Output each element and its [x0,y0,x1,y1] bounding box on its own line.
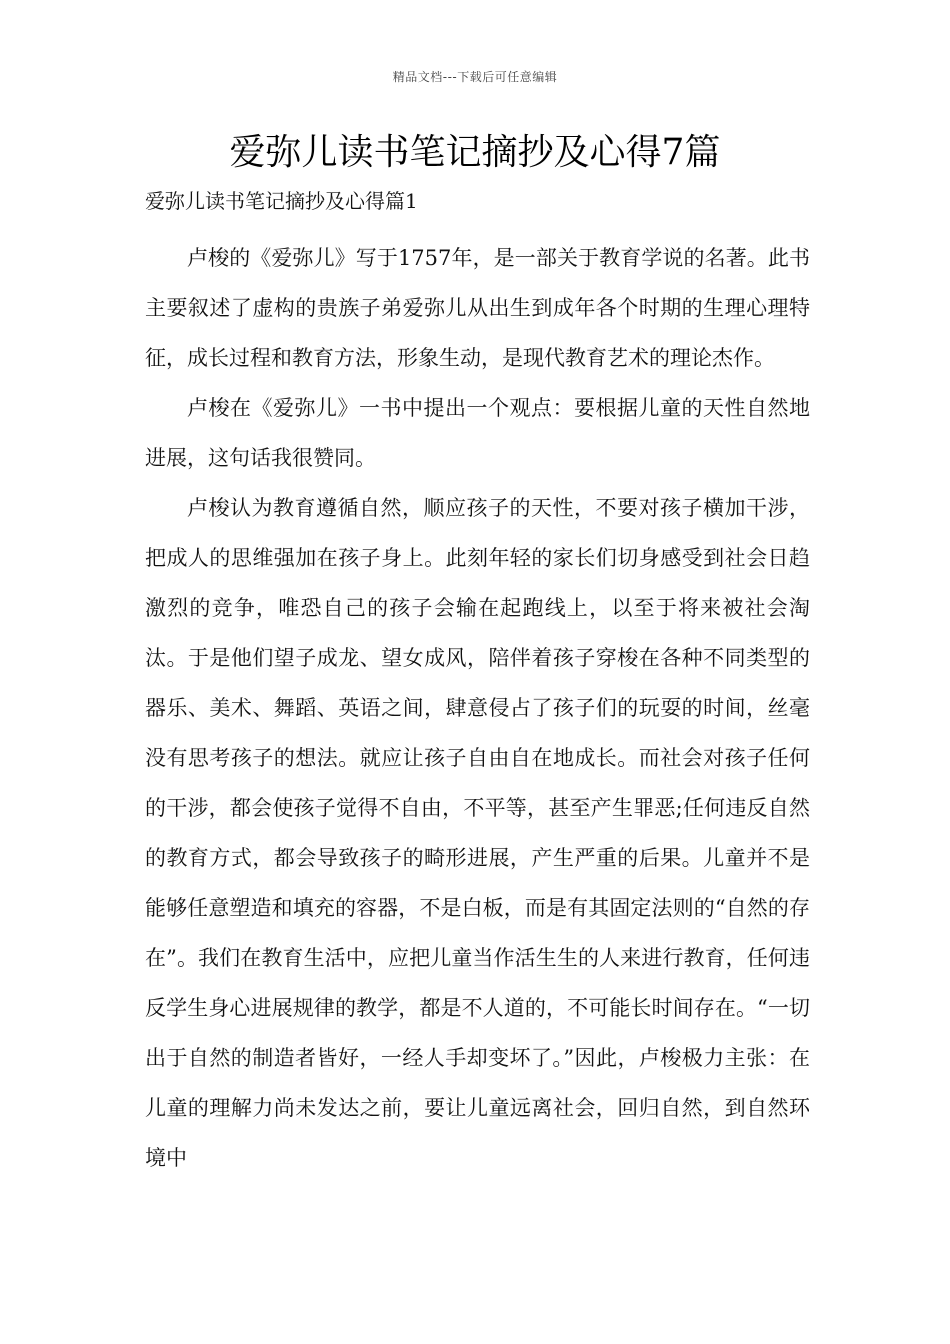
paragraph-3: 卢梭认为教育遵循自然，顺应孩子的天性，不要对孩子横加干涉，把成人的思维强加在孩子身上。此刻年轻的家长们切身感受到社会日趋激烈的竞争，唯恐自己的孩子会输在起跑线上，以至于将来被社会淘汰。于是他们望子成龙、望女成风，陪伴着孩子穿梭在各种不同类型的器乐、美术、舞蹈、英语之间，肆意侵占了孩子们的玩耍的时间，丝毫没有思考孩子的想法。就应让孩子自由自在地成长。而社会对孩子任何的干涉，都会使孩子觉得不自由，不平等，甚至产生罪恶;任何违反自然的教育方式，都会导致孩子的畸形进展，产生严重的后果。儿童并不是能够任意塑造和填充的容器，不是白板，而是有其固定法则的“自然的存在”。我们在教育生活中，应把儿童当作活生生的人来进行教育，任何违反学生身心进展规律的教学，都是不人道的，不可能长时间存在。“一切出于自然的制造者皆好，一经人手却变坏了。”因此，卢梭极力主张：在儿童的理解力尚未发达之前，要让儿童远离社会，回归自然，到自然环境中 [145,496,810,1170]
paragraph-1: 卢梭的《爱弥儿》写于1757年，是一部关于教育学说的名著。此书主要叙述了虚构的贵族子弟爱弥儿从出生到成年各个时期的生理心理特征，成长过程和教育方法，形象生动，是现代教育艺术的理论杰作。 [145,246,810,370]
document-title: 爱弥儿读书笔记摘抄及心得7篇 [229,132,721,173]
section-heading: 爱弥儿读书笔记摘抄及心得篇1 [145,189,418,213]
paragraph-2: 卢梭在《爱弥儿》一书中提出一个观点：要根据儿童的天性自然地进展，这句话我很赞同。 [145,396,810,470]
header-note: 精品文档---下载后可任意编辑 [392,70,558,84]
document-body [145,233,810,1183]
